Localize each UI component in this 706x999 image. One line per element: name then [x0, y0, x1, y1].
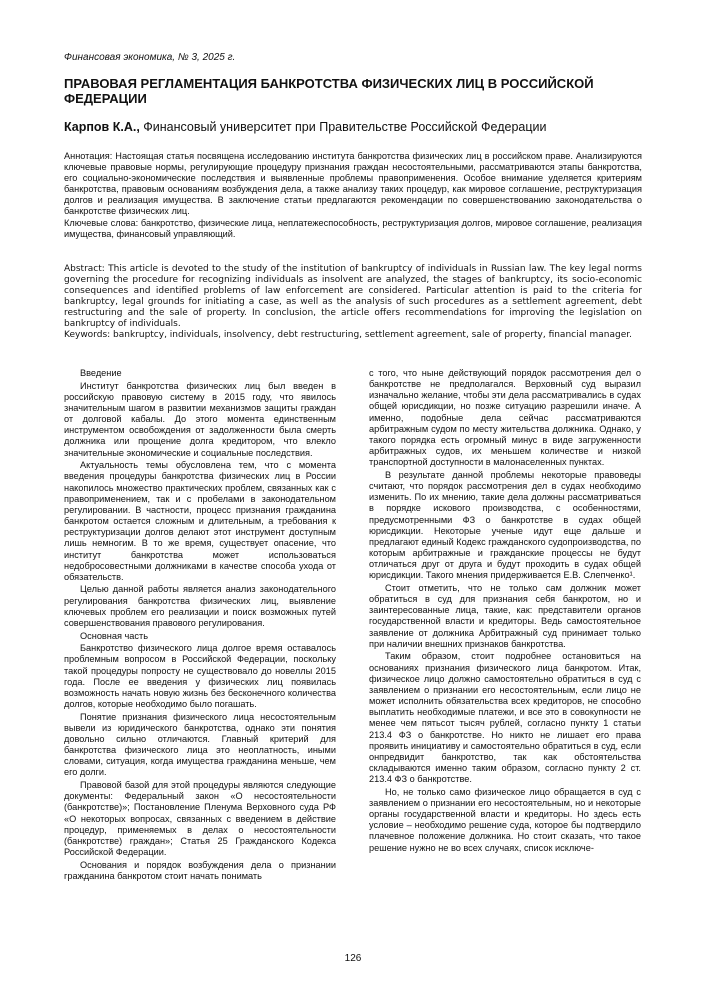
- paragraph: Правовой базой для этой процедуры являются следующие документы: Федеральный закон «О несостоятельности (банкротстве)»; Постановление Пленума Верховного суда РФ «О некоторых вопросах, связанных с введением в действие процедур, применяемых в делах о несостоятельности (банкротстве) граждан»; Статья 25 Гражданского Кодекса Российской Федерации.: [64, 780, 336, 858]
- abstract-english: [64, 264, 642, 341]
- abstract-russian: [64, 151, 642, 240]
- section-heading-introduction: Введение: [80, 368, 122, 378]
- paragraph: В результате данной проблемы некоторые правоведы считают, что порядок рассмотрения дел в судах необходимо изменить. По их мнению, такие дела должны рассматриваться в порядке искового производства, с особенностями, предусмотренными ФЗ о банкротстве в судах общей юрисдикции. Некоторые ученые идут еще дальше и предлагают единый Кодекс гражданского судопроизводства, по которым арбитражные и гражданские процессы не будут отличаться друг от друга и будут проходить в судах общей юрисдикции. Такого мнения придерживается Е.В. Слепченко¹.: [369, 469, 642, 581]
- paragraph: Таким образом, стоит подробнее остановиться на основаниях признания физического лица банкротом. Итак, физическое лицо должно самостоятельно обратиться в суд с заявлением о признании его несостоятельным, если лицо не может исполнить обязательства всех кредиторов, не способно выплатить необходимые платежи, и все это в совокупности не менее чем пятьсот тысяч рублей, согласно пункту 1 статьи 213.4 ФЗ о банкротстве. Но никто не лишает его права проявить инициативу и самостоятельно обратиться в суд, если онпредвидит банкротство, так как обстоятельства складываются именно таким образом, согласно пункту 2 ст. 213.4 ФЗ о банкротстве.: [369, 651, 641, 785]
- abstract-ru-text: Аннотация: Настоящая статья посвящена исследованию института банкротства физических лиц в российском праве. Анализируются ключевые правовые нормы, регулирующие процедуру признания граждан несостоятельными, рассматриваются этапы банкротства, его социально-экономические последствия и выявленные проблемы правоприменения. Особое внимание уделяется критериям банкротства, правовым основаниям возбуждения дела, а также анализу таких процедур, как мировое соглашение, реструктуризация долгов и реализация имущества. В заключение статьи предлагаются рекомендации по совершенствованию законодательства о банкротстве физических лиц.: [64, 151, 642, 217]
- author-affiliation: Финансовый университет при Правительстве Российской Федерации: [139, 120, 547, 134]
- abstract-en-text: Abstract: This article is devoted to the study of the institution of bankruptcy of individuals in Russian law. The key legal norms governing the procedure for recognizing individuals as insolvent are analyzed, the stages of bankruptcy, its socio-economic consequences and identified problems of law enforcement are considered. Particular attention is paid to the criteria for bankruptcy, legal grounds for initiating a case, as well as the analysis of such procedures as a settlement agreement, debt restructuring and the sale of property. In conclusion, the article offers recommendations for improving the legislation on bankruptcy of individuals.: [64, 264, 642, 329]
- paragraph: Стоит отметить, что не только сам должник может обратиться в суд для признания себя банкротом, но и заинтересованные лица, такие, как: представители органов государственной власти и кредиторы. Ведь самостоятельное заявление от должника Арбитражный суд принимает только при наличии внешних признаков банкротства.: [369, 582, 641, 649]
- paragraph: Целью данной работы является анализ законодательного регулирования банкротства физических лиц, выявление ключевых проблем его реализации и поиск возможных путей совершенствования правового регулирования.: [64, 584, 336, 628]
- journal-header: Финансовая экономика, № 3, 2025 г.: [64, 52, 236, 63]
- section-heading-main-part: Основная часть: [80, 630, 149, 641]
- paragraph: Институт банкротства физических лиц был введен в российскую правовую систему в 2015 году, что явилось значительным шагом в развитии механизмов защиты граждан от долговой кабалы. До этого момента единственным инструментом освобождения от задолженности была смерть должника или прощение долга кредитором, что влекло значительные экономические и социальные последствия.: [64, 380, 336, 458]
- paragraph: Основания и порядок возбуждения дела о признании гражданина банкротом стоит начать понимать: [64, 859, 336, 881]
- article-title: ПРАВОВАЯ РЕГЛАМЕНТАЦИЯ БАНКРОТСТВА ФИЗИЧЕСКИХ ЛИЦ В РОССИЙСКОЙ ФЕДЕРАЦИИ: [64, 76, 594, 106]
- paragraph: с того, что ныне действующий порядок рассмотрения дел о банкротстве не предполагался. Верховный суд выразил изначально желание, чтобы эти дела рассматривались в судах общей юрисдикции, но позже ситуацию разрешили иначе. А именно, подобные дела сейчас рассматриваются арбитражным судом по месту жительства должника. Однако, у такого порядка есть огромный минус в виде загруженности арбитражных судов, их меньшем количестве и низкой транспортной доступности в малонаселенных пунктах.: [369, 368, 641, 468]
- author-name: Карпов К.А.,: [64, 120, 140, 134]
- paragraph: Но, не только само физическое лицо обращается в суд с заявлением о признании его несостоятельным, но и некоторые органы государственной власти и кредиторы. Но здесь есть условие – необходимо решение суда, которое бы подтвердило плачевное положение должника. Но стоит сказать, что такое решение нужно не во всех случаях, список исключе-: [369, 786, 641, 853]
- paragraph: Актуальность темы обусловлена тем, что с момента введения процедуры банкротства физических лиц в России накопилось множество практических проблем, связанных как с правоприменением, так и с пробелами в законодательном регулировании. В частности, процесс признания гражданина банкротом остается сложным и длительным, а требования к реструктуризации долгов делают этот инструмент доступным лишь немногим. В то же время, существует опасение, что институт банкротства может использоваться недобросовестными должниками в качестве способа ухода от обязательств.: [64, 460, 336, 582]
- keywords-ru-text: Ключевые слова: банкротство, физические лица, неплатежеспособность, реструктуризация долгов, мировое соглашение, реализация имущества, финансовый управляющий.: [64, 217, 642, 239]
- paragraph: Банкротство физического лица долгое время оставалось проблемным вопросом в Российской Федерации, поскольку такой процедуры попросту не существовало до новеллы 2015 года. После ее введения у физических лиц появилась возможность начать новую жизнь без бесконечного количества долгов, которые необходимо было погашать.: [64, 643, 336, 710]
- body-column-right: [369, 368, 641, 855]
- paragraph: Понятие признания физического лица несостоятельным вывели из юридического банкротства, однако эти понятия довольно сильно отличаются. Главный критерий для банкротства физического лица это неоплатность, иными словами, ситуация, когда имущества гражданина меньше, чем его долги.: [64, 711, 336, 778]
- body-column-left: [64, 368, 336, 884]
- author-line: [64, 120, 546, 134]
- page-number: 126: [344, 953, 362, 964]
- keywords-en-text: Keywords: bankruptcy, individuals, insolvency, debt restructuring, settlement agreement, sale of property, financial manager.: [64, 330, 632, 340]
